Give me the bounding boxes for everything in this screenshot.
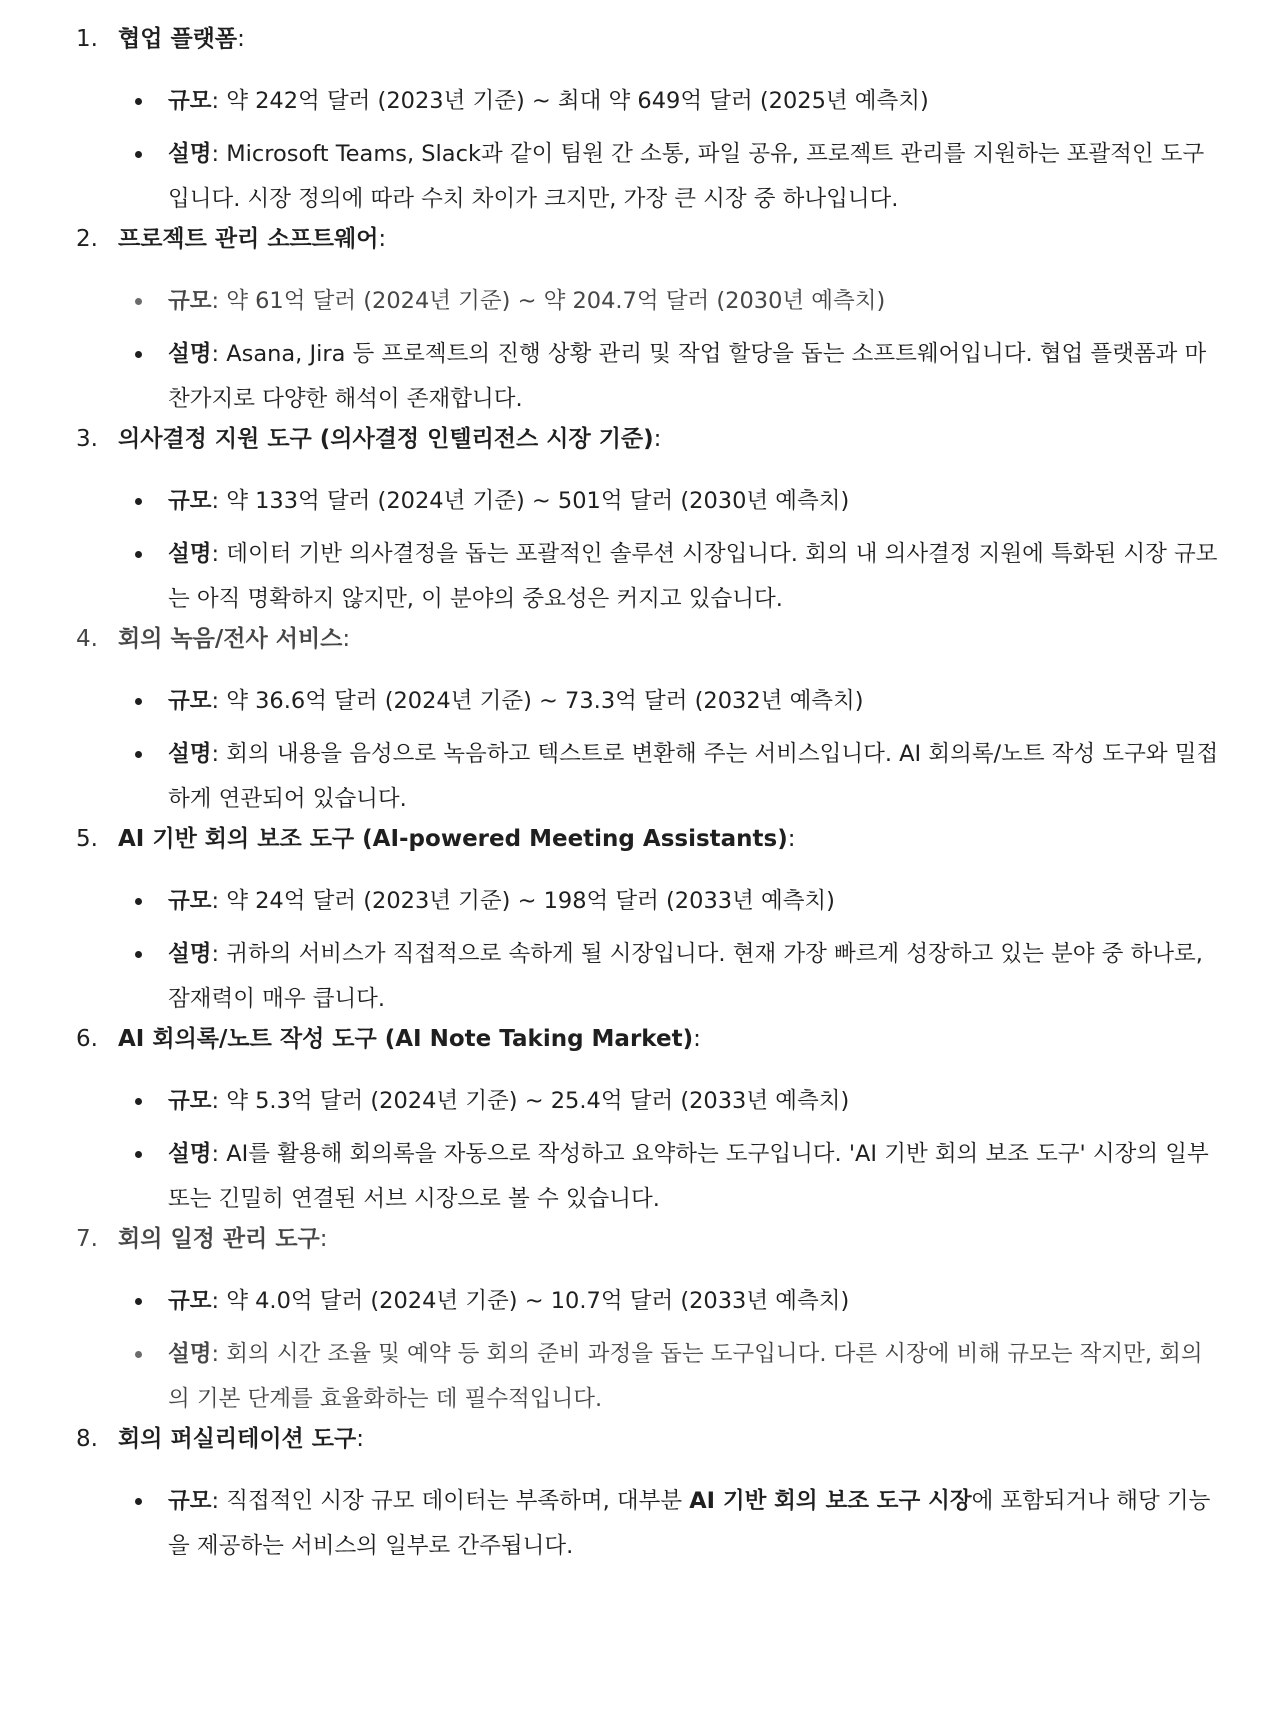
size-value-highlight: AI 기반 회의 보조 도구 시장 [689, 1488, 972, 1514]
market-description: 설명: Microsoft Teams, Slack과 같이 팀원 간 소통, 파일 공유, 프로젝트 관리를 지원하는 포괄적인 도구입니다. 시장 정의에 따라 수치 차이가 크지만, 가장 큰 시장 중 하나입니다. [168, 141, 1205, 212]
market-title: AI 회의록/노트 작성 도구 (AI Note Taking Market) [118, 1026, 694, 1052]
size-label: 규모 [168, 1088, 212, 1114]
desc-label: 설명 [168, 541, 212, 567]
bullet-dot-icon [135, 898, 142, 905]
bullet-dot-icon [135, 1298, 142, 1305]
market-title: 프로젝트 관리 소프트웨어 [118, 226, 379, 252]
bullet-dot-icon [135, 1351, 142, 1358]
bullet-dot-icon [135, 498, 142, 505]
desc-label: 설명 [168, 941, 212, 967]
bullet-dot-icon [135, 151, 142, 158]
size-value: 약 24억 달러 (2023년 기준) ~ 198억 달러 (2033년 예측치) [226, 888, 835, 914]
bullet-dot-icon [135, 751, 142, 758]
market-size: 규모: 직접적인 시장 규모 데이터는 부족하며, 대부분 AI 기반 회의 보조 도구 시장에 포함되거나 해당 기능을 제공하는 서비스의 일부로 간주됩니다. [168, 1488, 1211, 1559]
market-title: 회의 퍼실리테이션 도구 [118, 1426, 357, 1452]
bullet-dot-icon [135, 298, 142, 305]
market-heading: 2. 프로젝트 관리 소프트웨어: [76, 226, 387, 252]
market-title: 회의 일정 관리 도구 [118, 1226, 320, 1252]
market-size: 규모: 약 242억 달러 (2023년 기준) ~ 최대 약 649억 달러 (2025년 예측치) [168, 88, 929, 114]
desc-value: 회의 시간 조율 및 예약 등 회의 준비 과정을 돕는 도구입니다. 다른 시장에 비해 규모는 작지만, 회의의 기본 단계를 효율화하는 데 필수적입니다. [168, 1341, 1203, 1412]
bullet-dot-icon [135, 1151, 142, 1158]
desc-label: 설명 [168, 1141, 212, 1167]
desc-label: 설명 [168, 741, 212, 767]
desc-label: 설명 [168, 341, 212, 367]
desc-value: AI를 활용해 회의록을 자동으로 작성하고 요약하는 도구입니다. 'AI 기반 회의 보조 도구' 시장의 일부 또는 긴밀히 연결된 서브 시장으로 볼 수 있습니다. [168, 1141, 1209, 1212]
size-value: 약 242억 달러 (2023년 기준) ~ 최대 약 649억 달러 (2025년 예측치) [226, 88, 929, 114]
market-size: 규모: 약 36.6억 달러 (2024년 기준) ~ 73.3억 달러 (2032년 예측치) [168, 688, 864, 714]
market-title: AI 기반 회의 보조 도구 (AI-powered Meeting Assistants) [118, 826, 788, 852]
market-size: 규모: 약 24억 달러 (2023년 기준) ~ 198억 달러 (2033년 예측치) [168, 888, 835, 914]
desc-label: 설명 [168, 1341, 212, 1367]
size-value-post: 에 포함되거나 해당 기능을 제공하는 서비스의 일부로 간주됩니다. [168, 1488, 1211, 1559]
market-description: 설명: 회의 시간 조율 및 예약 등 회의 준비 과정을 돕는 도구입니다. 다른 시장에 비해 규모는 작지만, 회의의 기본 단계를 효율화하는 데 필수적입니다. [168, 1341, 1203, 1412]
size-value: 약 36.6억 달러 (2024년 기준) ~ 73.3억 달러 (2032년 예측치) [226, 688, 864, 714]
market-title: 회의 녹음/전사 서비스 [118, 626, 343, 652]
market-description: 설명: 회의 내용을 음성으로 녹음하고 텍스트로 변환해 주는 서비스입니다. AI 회의록/노트 작성 도구와 밀접하게 연관되어 있습니다. [168, 741, 1219, 812]
bullet-dot-icon [135, 351, 142, 358]
list-number: 1. [76, 26, 98, 52]
market-heading: 4. 회의 녹음/전사 서비스: [76, 626, 351, 652]
market-description: 설명: AI를 활용해 회의록을 자동으로 작성하고 요약하는 도구입니다. 'AI 기반 회의 보조 도구' 시장의 일부 또는 긴밀히 연결된 서브 시장으로 볼 수 있습니다. [168, 1141, 1209, 1212]
list-number: 6. [76, 1026, 98, 1052]
list-number: 8. [76, 1426, 98, 1452]
desc-value: 귀하의 서비스가 직접적으로 속하게 될 시장입니다. 현재 가장 빠르게 성장하고 있는 분야 중 하나로, 잠재력이 매우 큽니다. [168, 941, 1203, 1012]
desc-value: Asana, Jira 등 프로젝트의 진행 상황 관리 및 작업 할당을 돕는 소프트웨어입니다. 협업 플랫폼과 마찬가지로 다양한 해석이 존재합니다. [168, 341, 1207, 412]
desc-label: 설명 [168, 141, 212, 167]
desc-value: Microsoft Teams, Slack과 같이 팀원 간 소통, 파일 공유, 프로젝트 관리를 지원하는 포괄적인 도구입니다. 시장 정의에 따라 수치 차이가 크지만, 가장 큰 시장 중 하나입니다. [168, 141, 1205, 212]
desc-value: 데이터 기반 의사결정을 돕는 포괄적인 솔루션 시장입니다. 회의 내 의사결정 지원에 특화된 시장 규모는 아직 명확하지 않지만, 이 분야의 중요성은 커지고 있습니다. [168, 541, 1218, 612]
market-size: 규모: 약 5.3억 달러 (2024년 기준) ~ 25.4억 달러 (2033년 예측치) [168, 1088, 850, 1114]
bullet-dot-icon [135, 951, 142, 958]
bullet-dot-icon [135, 1098, 142, 1105]
list-number: 7. [76, 1226, 98, 1252]
size-label: 규모 [168, 688, 212, 714]
size-value: 약 133억 달러 (2024년 기준) ~ 501억 달러 (2030년 예측치) [226, 488, 850, 514]
market-heading: 7. 회의 일정 관리 도구: [76, 1226, 328, 1252]
market-size: 규모: 약 4.0억 달러 (2024년 기준) ~ 10.7억 달러 (2033년 예측치) [168, 1288, 850, 1314]
market-size: 규모: 약 133억 달러 (2024년 기준) ~ 501억 달러 (2030년 예측치) [168, 488, 850, 514]
list-number: 5. [76, 826, 98, 852]
market-heading: 1. 협업 플랫폼: [76, 26, 245, 52]
market-title: 협업 플랫폼 [118, 26, 238, 52]
market-heading: 5. AI 기반 회의 보조 도구 (AI-powered Meeting Assistants): [76, 826, 796, 852]
market-description: 설명: Asana, Jira 등 프로젝트의 진행 상황 관리 및 작업 할당을 돕는 소프트웨어입니다. 협업 플랫폼과 마찬가지로 다양한 해석이 존재합니다. [168, 341, 1207, 412]
bullet-dot-icon [135, 698, 142, 705]
size-label: 규모 [168, 888, 212, 914]
market-description: 설명: 귀하의 서비스가 직접적으로 속하게 될 시장입니다. 현재 가장 빠르게 성장하고 있는 분야 중 하나로, 잠재력이 매우 큽니다. [168, 941, 1203, 1012]
market-description: 설명: 데이터 기반 의사결정을 돕는 포괄적인 솔루션 시장입니다. 회의 내 의사결정 지원에 특화된 시장 규모는 아직 명확하지 않지만, 이 분야의 중요성은 커지고 있습니다. [168, 541, 1218, 612]
list-number: 3. [76, 426, 98, 452]
bullet-dot-icon [135, 1498, 142, 1505]
size-value-pre: 직접적인 시장 규모 데이터는 부족하며, 대부분 [226, 1488, 690, 1514]
size-label: 규모 [168, 288, 212, 314]
market-heading: 8. 회의 퍼실리테이션 도구: [76, 1426, 364, 1452]
desc-value: 회의 내용을 음성으로 녹음하고 텍스트로 변환해 주는 서비스입니다. AI 회의록/노트 작성 도구와 밀접하게 연관되어 있습니다. [168, 741, 1219, 812]
size-value: 약 4.0억 달러 (2024년 기준) ~ 10.7억 달러 (2033년 예측치) [226, 1288, 850, 1314]
market-title: 의사결정 지원 도구 (의사결정 인텔리전스 시장 기준) [118, 426, 654, 452]
size-label: 규모 [168, 488, 212, 514]
list-number: 4. [76, 626, 98, 652]
market-heading: 3. 의사결정 지원 도구 (의사결정 인텔리전스 시장 기준): [76, 426, 662, 452]
list-number: 2. [76, 226, 98, 252]
size-value: 약 5.3억 달러 (2024년 기준) ~ 25.4억 달러 (2033년 예측치) [226, 1088, 850, 1114]
bullet-dot-icon [135, 551, 142, 558]
size-value: 약 61억 달러 (2024년 기준) ~ 약 204.7억 달러 (2030년 예측치) [226, 288, 886, 314]
market-size: 규모: 약 61억 달러 (2024년 기준) ~ 약 204.7억 달러 (2030년 예측치) [168, 288, 886, 314]
bullet-dot-icon [135, 98, 142, 105]
market-heading: 6. AI 회의록/노트 작성 도구 (AI Note Taking Market): [76, 1026, 701, 1052]
size-label: 규모 [168, 1288, 212, 1314]
size-label: 규모 [168, 1488, 212, 1514]
size-label: 규모 [168, 88, 212, 114]
